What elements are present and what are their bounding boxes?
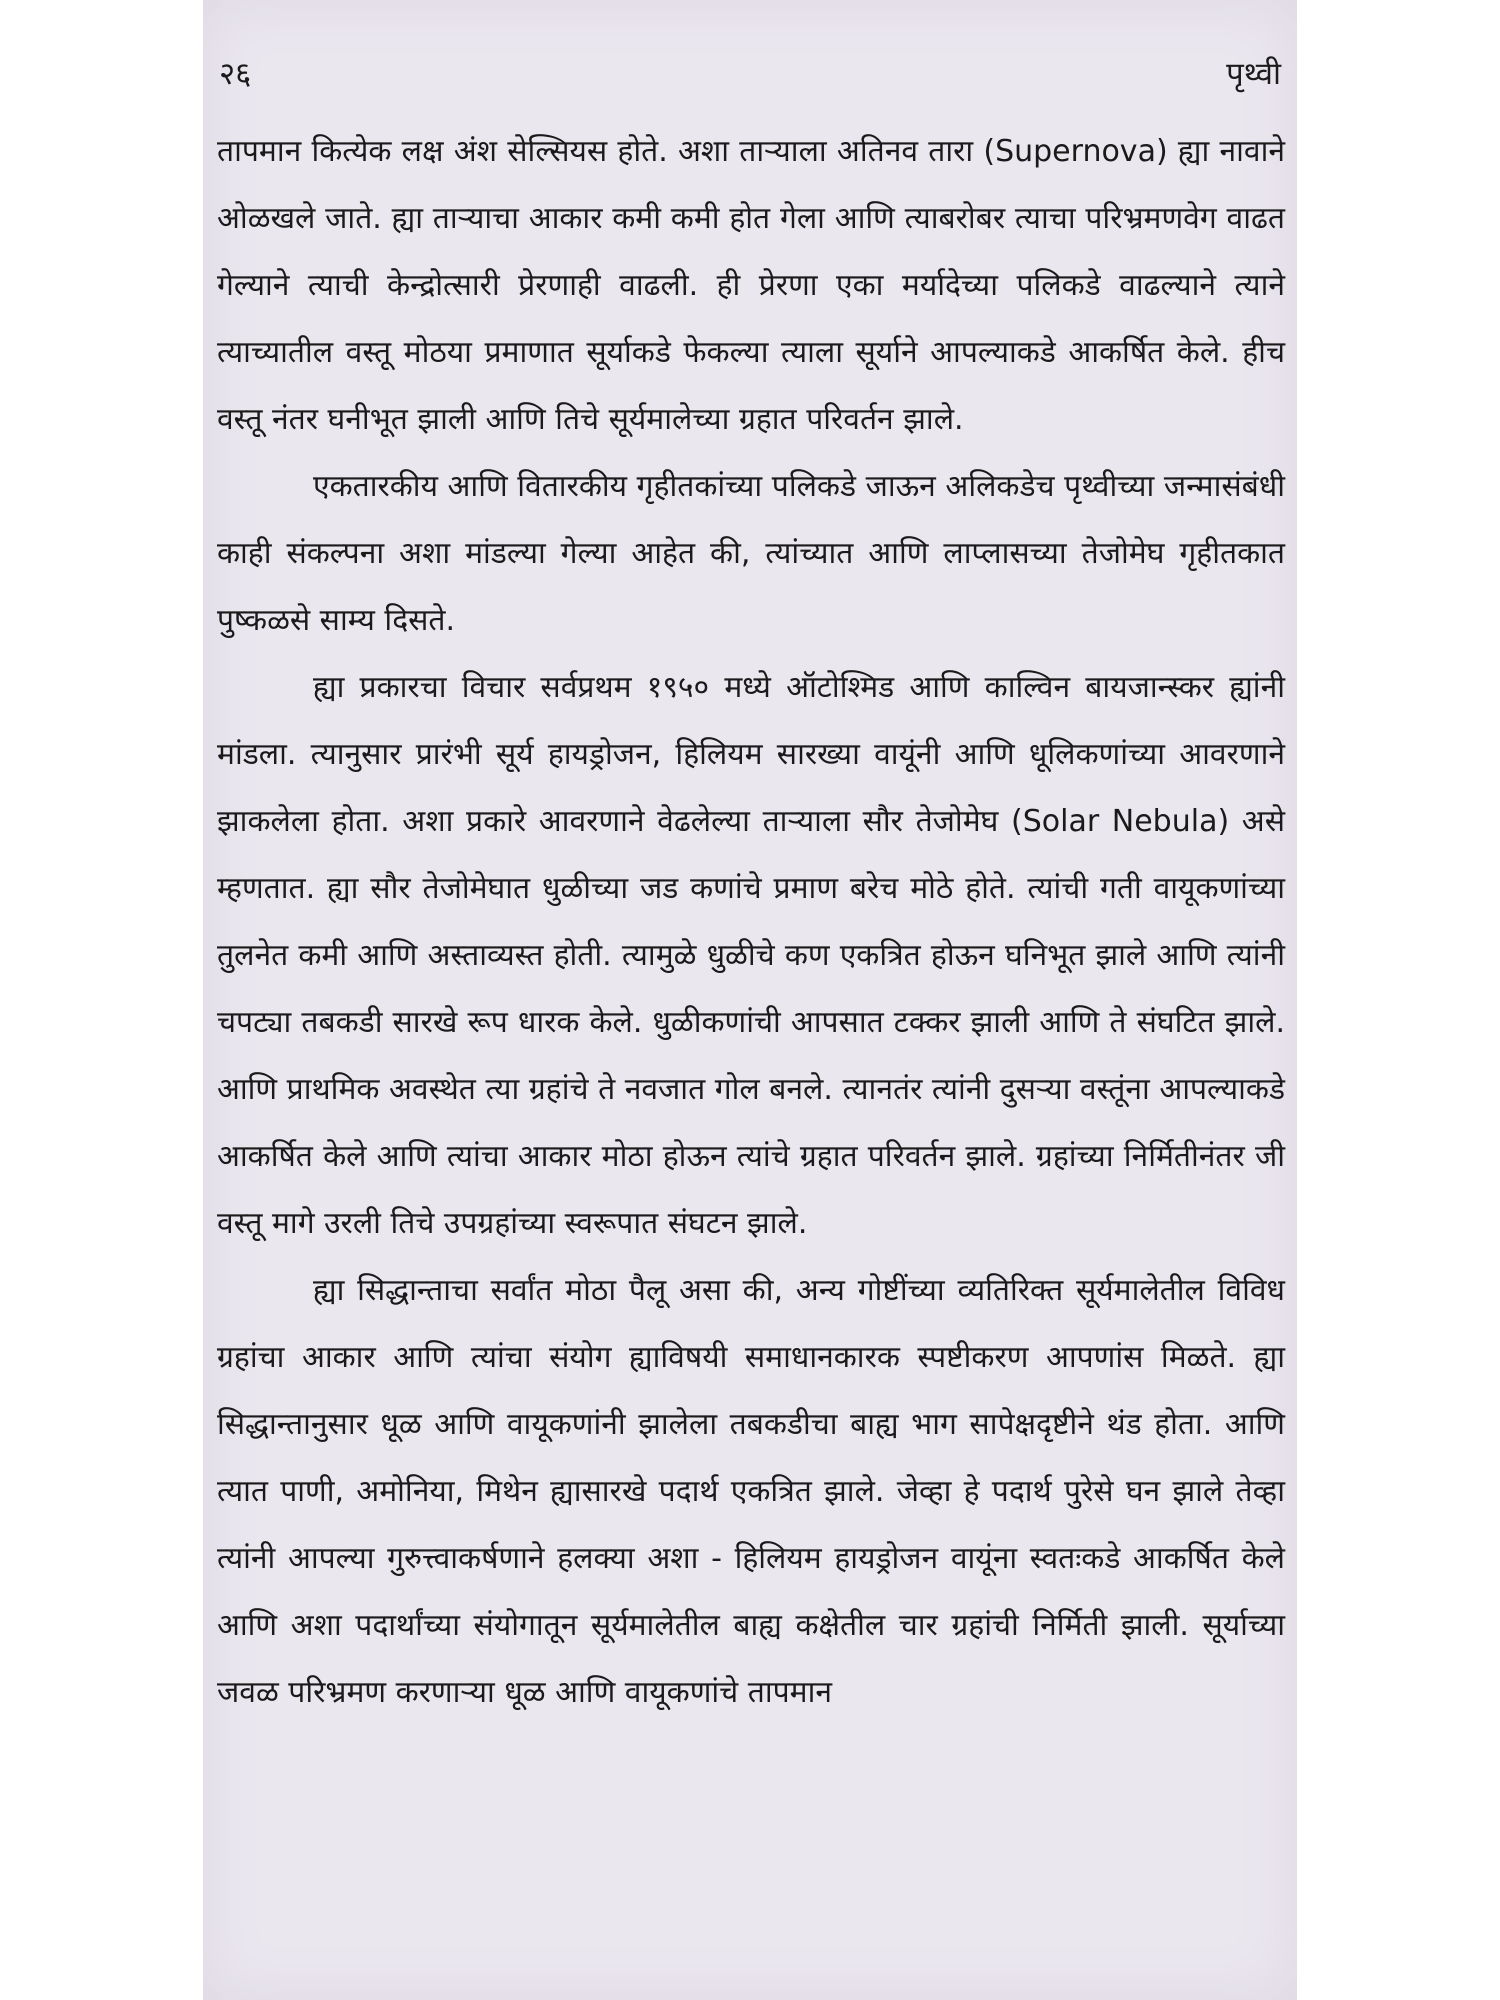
paragraph-1: तापमान कित्येक लक्ष अंश सेल्सियस होते. अशा ताऱ्याला अतिनव तारा (Supernova) ह्या नावाने ओळखले जाते. ह्या ताऱ्याचा आकार कमी कमी होत गेला आणि त्याबरोबर त्याचा परिभ्रमणवेग वाढत गेल्याने त्याची केन्द्रोत्सारी प्रेरणाही वाढली. ही प्रेरणा एका मर्यादेच्या पलिकडे वाढल्याने त्याने त्याच्यातील वस्तू मोठया प्रमाणात सूर्याकडे फेकल्या त्याला सूर्याने आपल्याकडे आकर्षित केले. हीच वस्तू नंतर घनीभूत झाली आणि तिचे सूर्यमालेच्या ग्रहात परिवर्तन झाले. [217,134,1285,437]
page-header [219,52,1281,96]
book-page [203,0,1297,2000]
running-title: पृथ्वी [1226,56,1281,92]
paragraph-2: एकतारकीय आणि वितारकीय गृहीतकांच्या पलिकडे जाऊन अलिकडेच पृथ्वीच्या जन्मासंबंधी काही संकल्पना अशा मांडल्या गेल्या आहेत की, त्यांच्यात आणि लाप्लासच्या तेजोमेघ गृहीतकात पुष्कळसे साम्य दिसते. [217,469,1285,638]
page-number: २६ [219,56,252,92]
body-text [217,118,1285,1726]
paragraph-4: ह्या सिद्धान्ताचा सर्वांत मोठा पैलू असा की, अन्य गोष्टींच्या व्यतिरिक्त सूर्यमालेतील विविध ग्रहांचा आकार आणि त्यांचा संयोग ह्याविषयी समाधानकारक स्पष्टीकरण आपणांस मिळते. ह्या सिद्धान्तानुसार धूळ आणि वायूकणांनी झालेला तबकडीचा बाह्य भाग सापेक्षदृष्टीने थंड होता. आणि त्यात पाणी, अमोनिया, मिथेन ह्यासारखे पदार्थ एकत्रित झाले. जेव्हा हे पदार्थ पुरेसे घन झाले तेव्हा त्यांनी आपल्या गुरुत्त्वाकर्षणाने हलक्या अशा - हिलियम हायड्रोजन वायूंना स्वतःकडे आकर्षित केले आणि अशा पदार्थांच्या संयोगातून सूर्यमालेतील बाह्य कक्षेतील चार ग्रहांची निर्मिती झाली. सूर्याच्या जवळ परिभ्रमण करणाऱ्या धूळ आणि वायूकणांचे तापमान [217,1273,1285,1710]
paragraph-3: ह्या प्रकारचा विचार सर्वप्रथम १९५० मध्ये ऑटोश्मिड आणि काल्विन बायजान्स्कर ह्यांनी मांडला. त्यानुसार प्रारंभी सूर्य हायड्रोजन, हिलियम सारख्या वायूंनी आणि धूलिकणांच्या आवरणाने झाकलेला होता. अशा प्रकारे आवरणाने वेढलेल्या ताऱ्याला सौर तेजोमेघ (Solar Nebula) असे म्हणतात. ह्या सौर तेजोमेघात धुळीच्या जड कणांचे प्रमाण बरेच मोठे होते. त्यांची गती वायूकणांच्या तुलनेत कमी आणि अस्ताव्यस्त होती. त्यामुळे धुळीचे कण एकत्रित होऊन घनिभूत झाले आणि त्यांनी चपट्या तबकडी सारखे रूप धारक केले. धुळीकणांची आपसात टक्कर झाली आणि ते संघटित झाले. आणि प्राथमिक अवस्थेत त्या ग्रहांचे ते नवजात गोल बनले. त्यानतंर त्यांनी दुसऱ्या वस्तूंना आपल्याकडे आकर्षित केले आणि त्यांचा आकार मोठा होऊन त्यांचे ग्रहात परिवर्तन झाले. ग्रहांच्या निर्मितीनंतर जी वस्तू मागे उरली तिचे उपग्रहांच्या स्वरूपात संघटन झाले. [217,670,1285,1241]
